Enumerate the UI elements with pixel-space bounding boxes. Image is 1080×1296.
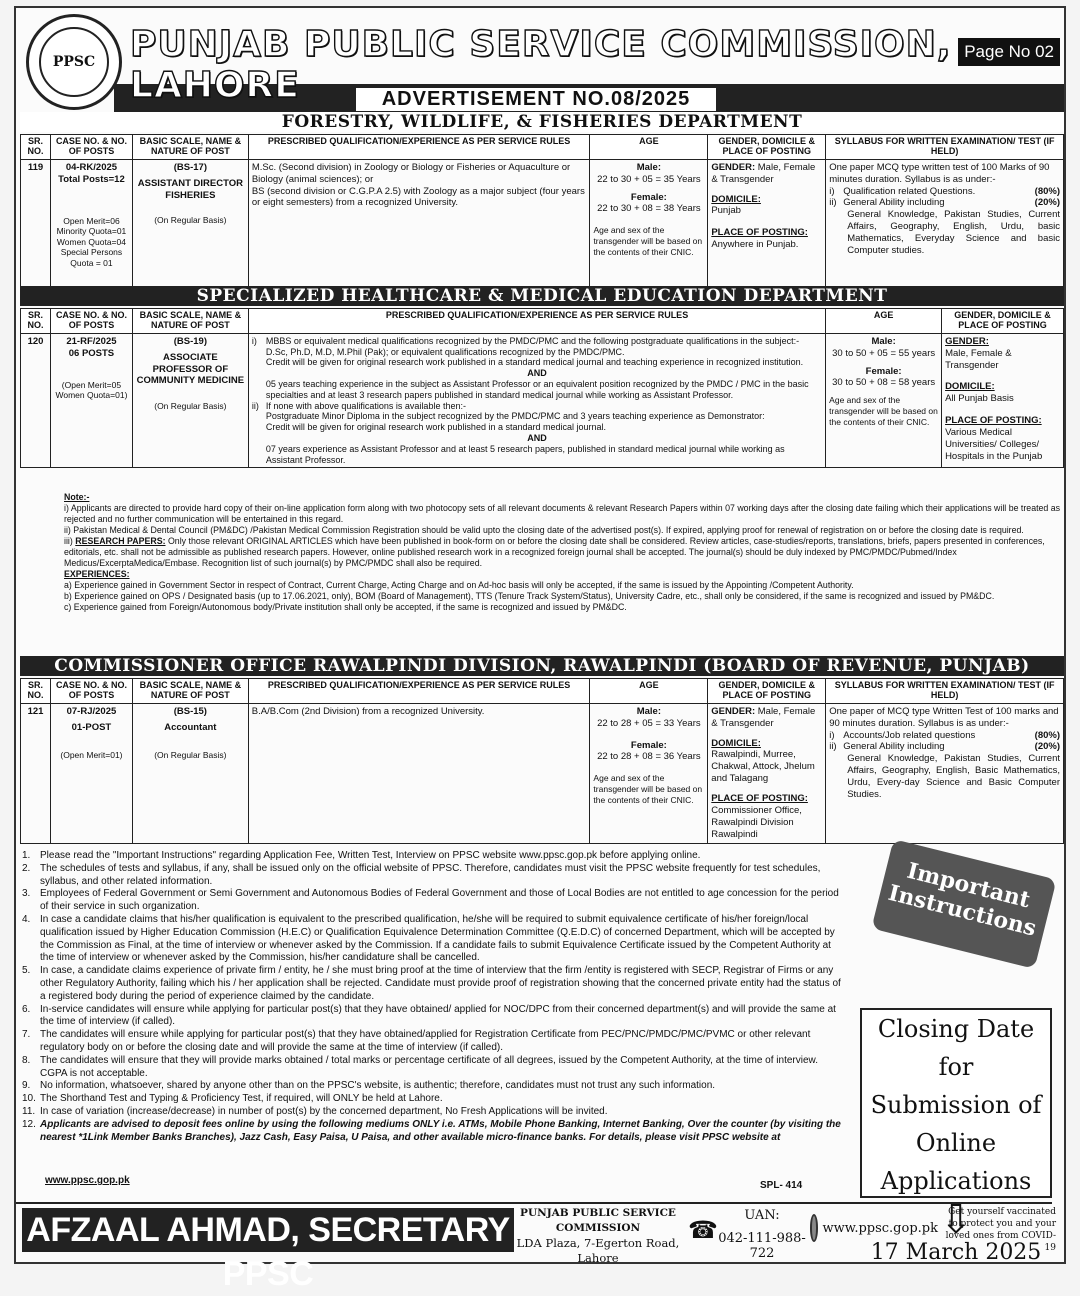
instruction-text: In-service candidates will ensure while applying for particular post(s) that they have obtained/ applied for NOC/DPC from their concerned department(s) and will provide the same at the time of interview (if called). [40, 1003, 836, 1028]
domicile-value: Rawalpindi, Murree, Chakwal, Attock, Jhelum and Talagang [711, 749, 815, 785]
col-scale: BASIC SCALE, NAME & NATURE OF POST [132, 309, 248, 334]
gender-value: Male, Female & Transgender [945, 347, 1012, 371]
gender-value: Male, Female & Transgender [711, 161, 816, 185]
scale-cell [132, 703, 248, 843]
instruction-number: 3. [22, 888, 31, 900]
instruction-text: In case a candidate claims that his/her qualification is equivalent to the prescribed qualification, he/she will be required to submit equivalence certificate of his/her foreign/local qualification issued by Higher Education Commission (H.E.C) or Qualification Equivalence Determination Committee (Q.E.D.C) of concerned Department, which will be accepted by the Commission as Final, at the time of interview or whenever asked by the Commission. If a candidate fails to submit Equivalence Certificate issued by the Competent Authority at the time of interview or whenever asked by the Commission, his/her candidature shall be cancelled. [40, 913, 835, 964]
note-item: Applicants are directed to provide hard copy of their on-line application form along with two photocopy sets of all relevant documents & relevant Research Papers within 07 working days after the closing date failing which their applications will be treated as rejected and no further communication will be entertained in this regard. [64, 502, 1061, 524]
age-male-label: Male: [636, 161, 662, 173]
scale-cell [132, 333, 248, 468]
instruction-number: 11. [22, 1105, 36, 1117]
footer-website[interactable]: www.ppsc.gop.pk [822, 1220, 938, 1236]
col-qual: PRESCRIBED QUALIFICATION/EXPERIENCE AS PER SERVICE RULES [248, 135, 590, 160]
closing-line: Closing Date for [877, 1015, 1035, 1081]
domicile-label: DOMICILE: [945, 381, 995, 393]
instruction-text: In case of variation (increase/decrease) in number of post(s) by the concerned department, No Fresh Applications will be invited. [40, 1105, 608, 1117]
age-female: 30 to 50 + 08 = 58 years [832, 377, 936, 389]
table-healthcare [20, 308, 1064, 468]
col-gender: GENDER, DOMICILE & PLACE OF POSTING [942, 309, 1064, 334]
sr-number: 121 [21, 703, 51, 843]
instruction-number: 8. [22, 1054, 31, 1066]
website-link[interactable]: www.ppsc.gop.pk [45, 1175, 130, 1186]
table-row [21, 333, 1064, 468]
note-item: Experience gained on OPS / Designated basis (up to 17.06.2021, only), BOM (Board of Management), TTS (Tenure Track System/Status), University Cadre, etc., shall only be considered, if the same is recognized and issued by PM&DC. [74, 590, 995, 601]
instruction-number: 4. [22, 913, 31, 925]
closing-line: Submission of [870, 1091, 1042, 1119]
qualification-item: M.Sc. (Second division) in Zoology or Biology or Fisheries or Aquaculture or Biology (animal sciences); or [251, 161, 571, 185]
domicile-label: DOMICILE: [711, 193, 761, 205]
qualification-item: 05 years teaching experience in the subject as Assistant Professor or an equivalent position recognized by the PMDC / PMC in the basic specialties and at least 3 research papers published in standard medical journal while working as Assistant Professor. [265, 378, 809, 400]
instruction-number: 10. [22, 1093, 36, 1105]
address-line: LDA Plaza, 7-Egerton Road, [516, 1236, 680, 1250]
qualification-cell: B.A/B.Com (2nd Division) from a recognized University. [248, 703, 590, 843]
syllabus-cell: One paper of MCQ type Written Test of 100 marks and 90 minutes duration. Syllabus is as under:- i) Accounts/Job related questions (80%) ii) General Ability including (20%) General Knowledge, Pakistan Studies, Current Affairs, Geography, English, Basic Mathematics, Urdu, Every-day Science and Basic Computer Studies. [826, 703, 1064, 843]
syllabus-pct: (80%) [1034, 185, 1060, 197]
quota-item: (Open Merit=05 [61, 379, 122, 390]
instruction-number: 1. [22, 850, 31, 861]
instruction-item [22, 1080, 844, 1093]
instruction-text: Applicants are advised to deposit fees online by using the following mediums ONLY i.e. ATMs, Mobile Phone Banking, Internet Banking, Over the counter (by visiting the nearest *1Link Member Banks Branches), Jazz Cash, Easy Paisa, U Paisa, and other available micro-finance banks. For details, please visit PPSC website at [40, 1118, 841, 1143]
gender-label: GENDER: [945, 335, 989, 347]
col-syllabus: SYLLABUS FOR WRITTEN EXAMINATION/ TEST (IF HELD) [826, 679, 1064, 704]
footer [16, 1197, 1056, 1293]
age-male: 22 to 28 + 05 = 33 Years [597, 717, 701, 729]
age-note: Age and sex of the transgender will be based on the contents of their CNIC. [593, 225, 703, 257]
instruction-item [22, 1004, 844, 1030]
qualification-cell: i) MBBS or equivalent medical qualifications recognized by the PMDC/PMC and the following postgraduate qualifications in the subject:- D.Sc, Ph.D, M.D, M.Phil (Pak); or equivalent qualifications recognized by the PMDC/PMC. Credit will be given for original research work published in a standard medical journal and teaching experience in recognized institution. AND 05 years teaching experience in the subject as Assistant Professor or an equivalent position recognized by the PMDC / PMC in the basic specialties and at least 3 research papers published in standard medical journal while working as Assistant Professor. ii) If none with above qualifications is available then:- Postgraduate Minor Diploma in the subject recognized by the PMDC/PMC and 3 years teaching experience as Demonstrator: Credit will be given for original research work published in a standard medical journal. AND 07 years experience as Assistant Professor and at least 5 research papers, published in standard medical journal while working as Assistant Professor. [248, 333, 825, 468]
instruction-item [22, 1106, 844, 1119]
bs-scale: (BS-15) [173, 705, 207, 717]
and-label: AND [527, 432, 547, 443]
quota-item: Special Persons Quota = 01 [60, 247, 123, 269]
uan-block [688, 1208, 808, 1261]
sr-number: 119 [21, 159, 51, 287]
table-row [21, 703, 1064, 843]
qualification-item: 07 years experience as Assistant Professor and at least 5 research papers, published in standard medical journal while working as Assistant Professor. [265, 443, 785, 465]
instruction-number: 5. [22, 965, 31, 977]
uan-number: 042-111-988-722 [718, 1231, 806, 1261]
case-number: 04-RK/2025 [65, 161, 118, 173]
posting-value: Various Medical Universities/ Colleges/ Hospitals in the Punjab [945, 427, 1043, 462]
table-row [21, 159, 1064, 287]
syllabus-intro: One paper of MCQ type Written Test of 100 marks and 90 minutes duration. Syllabus is as under:- [829, 705, 1059, 729]
instruction-text: Employees of Federal Government or Semi Government and Autonomous Bodies of Federal Government and those of Local Bodies are not entitled to age concession for the period of their service in such organization. [40, 888, 839, 913]
gender-cell [942, 333, 1064, 468]
age-male: 30 to 50 + 05 = 55 years [832, 347, 936, 359]
col-qual: PRESCRIBED QUALIFICATION/EXPERIENCE AS PER SERVICE RULES [248, 309, 825, 334]
col-age: AGE [590, 135, 708, 160]
instruction-number: 7. [22, 1029, 31, 1041]
bs-scale: (BS-17) [173, 161, 207, 173]
quota-item: (Open Merit=01) [60, 749, 123, 760]
instruction-number: 12. [22, 1118, 36, 1130]
instruction-number: 2. [22, 862, 31, 874]
instruction-number: 9. [22, 1080, 31, 1092]
section-title-commissioner: COMMISSIONER OFFICE RAWALPINDI DIVISION, RAWALPINDI (BOARD OF REVENUE, PUNJAB) [20, 656, 1064, 676]
col-case: CASE NO. & NO. OF POSTS [50, 309, 132, 334]
and-label: AND [527, 368, 547, 379]
note-item: Experience gained in Government Sector in respect of Contract, Current Charge, Acting Charge and on Ad-hoc basis will only be accepted, if the same is issued by the Appointing /Competent Authority. [74, 579, 854, 590]
spl-number: SPL- 414 [760, 1180, 803, 1191]
post-basis: (On Regular Basis) [154, 749, 227, 760]
case-number: 21-RF/2025 [66, 335, 117, 347]
research-label: RESEARCH PAPERS: [75, 535, 166, 546]
website-block [810, 1214, 938, 1242]
note-item: Experience gained from Foreign/Autonomous body/Private institution shall only be accepted, if the same is recognized and issued by PM&DC. [73, 601, 627, 612]
page-number: Page No 02 [958, 38, 1060, 66]
instruction-item [22, 1093, 844, 1106]
case-cell [50, 159, 132, 287]
syllabus-pct: (20%) [1034, 197, 1060, 209]
case-cell [50, 333, 132, 468]
uan-label: UAN: [744, 1208, 780, 1223]
syllabus-item: General Ability including [843, 741, 945, 753]
instruction-text: The candidates will ensure that they will provide marks obtained / total marks or percentage certificate of all degrees, issued by the Competent Authority, at the time of interview. CGPA is not acceptable. [40, 1054, 818, 1079]
posting-label: PLACE OF POSTING: [945, 415, 1042, 427]
syllabus-item: Accounts/Job related questions [843, 729, 976, 741]
age-note: Age and sex of the transgender will be based on the contents of their CNIC. [829, 395, 938, 427]
instruction-item [22, 1119, 844, 1145]
instruction-item [22, 965, 844, 1003]
gender-label: GENDER: [711, 705, 756, 717]
post-basis: (On Regular Basis) [154, 401, 227, 412]
syllabus-pct: (20%) [1034, 741, 1060, 753]
qualification-cell [248, 159, 590, 287]
note-item: Pakistan Medical & Dental Council (PM&DC) /Pakistan Medical Commission Registration should be valid upto the closing date of the advertised post(s). If expired, applying proof for renewal of registration on or before the closing date is required. [73, 524, 1024, 535]
col-age: AGE [826, 309, 942, 334]
syllabus-item: General Ability including [843, 197, 945, 209]
instruction-text: The schedules of tests and syllabus, if any, shall be issued only on the official website of PPSC. Therefore, candidates must visit the PPSC website frequently for test schedules, syllabus, and other related information. [40, 862, 821, 887]
instruction-item [22, 888, 844, 914]
posting-value: Anywhere in Punjab. [711, 239, 799, 251]
advertisement-number: ADVERTISEMENT NO.08/2025 [356, 88, 716, 111]
qualification-item: Credit will be given for original research work published in a standard medical journal. [265, 422, 607, 433]
syllabus-item: Qualification related Questions. [843, 185, 976, 197]
case-number: 07-RJ/2025 [66, 705, 117, 717]
commission-name: PUNJAB PUBLIC SERVICE COMMISSION [520, 1207, 676, 1234]
table-commissioner [20, 678, 1064, 844]
age-male-label: Male: [636, 705, 661, 717]
phone-icon: ☎ [688, 1216, 718, 1244]
commission-address [512, 1206, 684, 1266]
posts-count: Total Posts=12 [58, 173, 125, 185]
covid-notice: Get yourself vaccinated to protect you and your loved ones from COVID-19 [945, 1207, 1056, 1253]
age-cell [590, 159, 708, 287]
qualification-item: Credit will be given for original research work published in a standard medical journal and teaching experience in recognized institution. [265, 357, 804, 368]
instruction-item [22, 1029, 844, 1055]
qualification-item: MBBS or equivalent medical qualifications recognized by the PMDC/PMC and the following postgraduate qualifications in the subject:- [265, 335, 800, 346]
quota-item: Open Merit=06 [63, 215, 120, 226]
age-cell [826, 333, 942, 468]
down-arrow-icon: ⇩ [939, 1197, 973, 1243]
instruction-text: Please read the "Important Instructions" regarding Application Fee, Written Test, Interview on PPSC website www.ppsc.gop.pk before applying online. [40, 850, 701, 861]
gender-label: GENDER: [711, 161, 756, 173]
ppsc-logo: PPSC [26, 14, 122, 110]
posting-label: PLACE OF POSTING: [711, 227, 808, 239]
col-syllabus: SYLLABUS FOR WRITTEN EXAMINATION/ TEST (IF HELD) [826, 135, 1064, 160]
col-case: CASE NO. & NO. OF POSTS [50, 135, 132, 160]
post-name: ASSISTANT DIRECTOR FISHERIES [137, 177, 243, 201]
domicile-value: All Punjab Basis [945, 393, 1014, 405]
syllabus-detail: General Knowledge, Pakistan Studies, Current Affairs, Geography, English, Urdu, basic Mathematics, Everyday Science and basic Computer studies. [847, 209, 1060, 256]
instruction-text: In case, a candidate claims experience of private firm / entity, he / she must bring proof at the time of interview that the firm /entity is registered with SECP, Registrar of Firms or any other Regulatory Authority, failing which his / her application shall be rejected. Candidate must provide proof of registration showing that the concerned private entity had the status of a registered body during the period of experience claimed by the candidate. [40, 965, 841, 1002]
instruction-item [22, 863, 844, 889]
table-forestry [20, 134, 1064, 288]
instruction-item [22, 914, 844, 965]
quota-item: Women Quota=04 [56, 236, 126, 247]
bs-scale: (BS-19) [173, 335, 208, 347]
qualification-item: Postgraduate Minor Diploma in the subject recognized by the PMDC/PMC and 3 years teaching experience as Demonstrator: [265, 411, 765, 422]
globe-icon [810, 1214, 818, 1242]
qualification-item: If none with above qualifications is available then:- [265, 400, 466, 411]
quota-item: Women Quota=01) [55, 390, 128, 401]
age-female: 22 to 30 + 08 = 38 Years [597, 203, 701, 215]
post-name: ASSOCIATE PROFESSOR OF COMMUNITY MEDICINE [136, 351, 245, 387]
note-item: Only those relevant ORIGINAL ARTICLES which have been published in book-form on or before the closing date shall be considered. Review articles, case-studies/reports, translations, briefs, papers presented in conferences, editorials, etc. shall not be admissible as published research papers. However, online published research work in a recognized foreign journal shall be accepted. The journal(s) should be duly indexed by PMC/PMDC/Pubmed/Index Medicus/ExcerptaMedica/Embase. Recognition list of such journal(s) by PMC/PMDC shall also be required. [64, 535, 1045, 568]
instruction-text: The candidates will ensure while applying for particular post(s) that they have obtained/applied for Registration Certificate from PEC/PNC/PMDC/PMC/PVMC or other relevant regulatory body on or before the closing date and will provide the same at the time of interview (if called). [40, 1029, 811, 1053]
domicile-value: Punjab [711, 205, 741, 217]
col-sr: SR. NO. [21, 679, 51, 704]
posting-label: PLACE OF POSTING: [711, 793, 808, 805]
col-case: CASE NO. & NO. OF POSTS [50, 679, 132, 704]
age-cell [590, 703, 708, 843]
post-name: Accountant [164, 721, 217, 733]
post-basis: (On Regular Basis) [154, 215, 227, 226]
section-title-healthcare: SPECIALIZED HEALTHCARE & MEDICAL EDUCATION DEPARTMENT [20, 286, 1064, 306]
instruction-text: The Shorthand Test and Typing & Proficiency Test, if required, will ONLY be held at Lahore. [40, 1093, 443, 1105]
gender-cell [708, 703, 826, 843]
secretary-name: AFZAAL AHMAD, SECRETARY PPSC [22, 1208, 514, 1252]
qualification-item: BS (second division or C.G.P.A 2.5) with Zoology as a major subject (four years or eight semesters) from a recognized University. [251, 185, 585, 209]
instruction-number: 6. [22, 1003, 31, 1015]
quota-item: Minority Quota=01 [56, 226, 127, 237]
instruction-text: No information, whatsoever, shared by anyone other than on the PPSC's website, is authentic; therefore, candidates must not trust any such information. [40, 1080, 716, 1092]
closing-line: Online Applications [880, 1129, 1032, 1195]
posting-value: Commissioner Office, Rawalpindi Division Rawalpindi [711, 804, 802, 840]
age-female-label: Female: [865, 365, 902, 377]
col-age: AGE [590, 679, 708, 704]
domicile-label: DOMICILE: [711, 737, 761, 749]
col-qual: PRESCRIBED QUALIFICATION/EXPERIENCE AS PER SERVICE RULES [248, 679, 590, 704]
instruction-item [22, 850, 844, 863]
syllabus-pct: (80%) [1034, 729, 1060, 741]
age-female-label: Female: [630, 739, 667, 751]
posts-count: 06 POSTS [68, 347, 115, 359]
col-scale: BASIC SCALE, NAME & NATURE OF POST [132, 135, 248, 160]
gender-value: Male, Female & Transgender [711, 705, 816, 729]
note-label: Note:- [64, 492, 90, 502]
syllabus-intro: One paper MCQ type written test of 100 Marks of 90 minutes duration. Syllabus is as under:- [829, 161, 1050, 185]
gender-cell [708, 159, 826, 287]
experience-label: EXPERIENCES: [64, 568, 130, 579]
case-cell [50, 703, 132, 843]
posts-count: 01-POST [71, 721, 112, 733]
age-female-label: Female: [630, 191, 667, 203]
qualification-item: D.Sc, Ph.D, M.D, M.Phil (Pak); or equivalent qualifications recognized by the PMDC/PMC. [265, 346, 625, 357]
important-instructions-badge: Important Instructions [871, 839, 1056, 969]
age-female: 22 to 28 + 08 = 36 Years [597, 751, 701, 763]
closing-date: 17 March 2025 [870, 1240, 1042, 1265]
col-scale: BASIC SCALE, NAME & NATURE OF POST [132, 679, 248, 704]
syllabus-detail: General Knowledge, Pakistan Studies, Current Affairs, Geography, English, Basic Mathematics, Urdu, Every-day Science and Basic Computer Studies. [847, 753, 1060, 800]
scale-cell [132, 159, 248, 287]
notes-block: Note:- i) Applicants are directed to provide hard copy of their on-line application form along with two photocopy sets of all relevant documents & relevant Research Papers within 07 working days after the closing date failing which their applications will be treated as rejected and no further communication will be entertained in this regard. ii) Pakistan Medical & Dental Council (PM&DC) /Pakistan Medical Commission Registration should be valid upto the closing date of the advertised post(s). If expired, applying proof for renewal of registration on or before the closing date is required. iii) RESEARCH PAPERS: Only those relevant ORIGINAL ARTICLES which have been published in book-form on or before the closing date shall be considered. Review articles, case-studies/reports, translations, briefs, papers presented in conferences, editorials, etc. shall not be admissible as published research papers. However, online published research work in a recognized foreign journal shall be accepted. The journal(s) should be duly indexed by PMC/PMDC/Pubmed/Index Medicus/ExcerptaMedica/Embase. Recognition list of such journal(s) by PMC/PMDC shall also be required. EXPERIENCES: a) Experience gained in Government Sector in respect of Contract, Current Charge, Acting Charge and on Ad-hoc basis will only be accepted, if the same is issued by the Appointing /Competent Authority. b) Experience gained on OPS / Designated basis (up to 17.06.2021, only), BOM (Board of Management), TTS (Tenure Track System/Status), University Cadre, etc., shall only be considered, if the same is recognized and issued by PM&DC. c) Experience gained from Foreign/Autonomous body/Private institution shall only be accepted, if the same is recognized and issued by PM&DC. [64, 492, 1064, 613]
address-line: Lahore [577, 1251, 619, 1265]
sr-number: 120 [21, 333, 51, 468]
important-instructions-list [22, 850, 844, 1144]
col-sr: SR. NO. [21, 309, 51, 334]
col-gender: GENDER, DOMICILE & PLACE OF POSTING [708, 679, 826, 704]
page-title: PUNJAB PUBLIC SERVICE COMMISSION, LAHORE [130, 24, 952, 106]
age-male-label: Male: [871, 335, 896, 347]
instruction-item [22, 1055, 844, 1081]
col-gender: GENDER, DOMICILE & PLACE OF POSTING [708, 135, 826, 160]
col-sr: SR. NO. [21, 135, 51, 160]
section-title-forestry: FORESTRY, WILDLIFE, & FISHERIES DEPARTMENT [20, 112, 1064, 132]
age-note: Age and sex of the transgender will be based on the contents of their CNIC. [593, 773, 703, 805]
syllabus-cell: One paper MCQ type written test of 100 Marks of 90 minutes duration. Syllabus is as under:- i) Qualification related Questions. (80%) ii) General Ability including (20%) General Knowledge, Pakistan Studies, Current Affairs, Geography, English, Urdu, basic Mathematics, Everyday Science and basic Computer studies. [826, 159, 1064, 287]
age-male: 22 to 30 + 05 = 35 Years [597, 173, 701, 185]
